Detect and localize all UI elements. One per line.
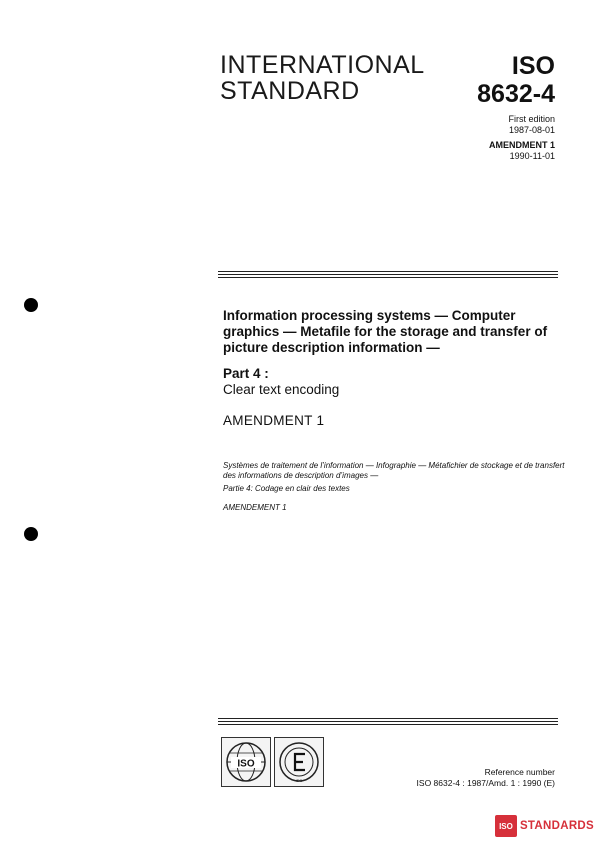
top-divider — [218, 271, 558, 278]
main-title: Information processing systems — Computer graphics — Metafile for the storage and transfer of picture description information — — [223, 308, 548, 355]
amendment-label: AMENDMENT 1 — [488, 140, 555, 150]
bottom-divider — [218, 718, 558, 725]
iec-logo-icon — [274, 737, 324, 787]
french-part: Partie 4: Codage en clair des textes — [223, 484, 350, 493]
reference-block — [417, 767, 555, 789]
part-label: Part 4 : — [223, 366, 269, 381]
iso-globe-logo-icon — [221, 737, 271, 787]
amendment-date: 1990-11-01 — [509, 151, 555, 161]
edition-block — [489, 114, 555, 162]
document-type-line2: STANDARD — [220, 77, 360, 105]
iso-number-block — [477, 52, 555, 108]
french-amendment: AMENDEMENT 1 — [223, 503, 287, 512]
binder-hole-icon — [24, 527, 38, 541]
edition-label: First edition — [508, 114, 555, 124]
french-title: Systèmes de traitement de l’information — Infographie — Métafichier de stockage et de transfert des informations de description d’images — — [223, 461, 565, 480]
document-type — [220, 52, 440, 104]
iso-logo-text: ISO — [237, 758, 255, 770]
amendment-title: AMENDMENT 1 — [223, 413, 325, 428]
iec-logo-text: IEC — [295, 778, 303, 783]
document-type-line1: INTERNATIONAL — [220, 51, 425, 79]
reference-label: Reference number — [484, 767, 555, 777]
brand-logo-icon: ISO — [495, 815, 517, 837]
binder-hole-icon — [24, 298, 38, 312]
brand-watermark — [495, 815, 594, 837]
edition-date: 1987-08-01 — [508, 125, 555, 135]
reference-number: ISO 8632-4 : 1987/Amd. 1 : 1990 (E) — [416, 778, 555, 788]
brand-name: STANDARDS — [519, 820, 594, 832]
iso-number: 8632-4 — [477, 80, 555, 108]
iso-label: ISO — [511, 52, 555, 80]
part-name: Clear text encoding — [223, 382, 340, 397]
